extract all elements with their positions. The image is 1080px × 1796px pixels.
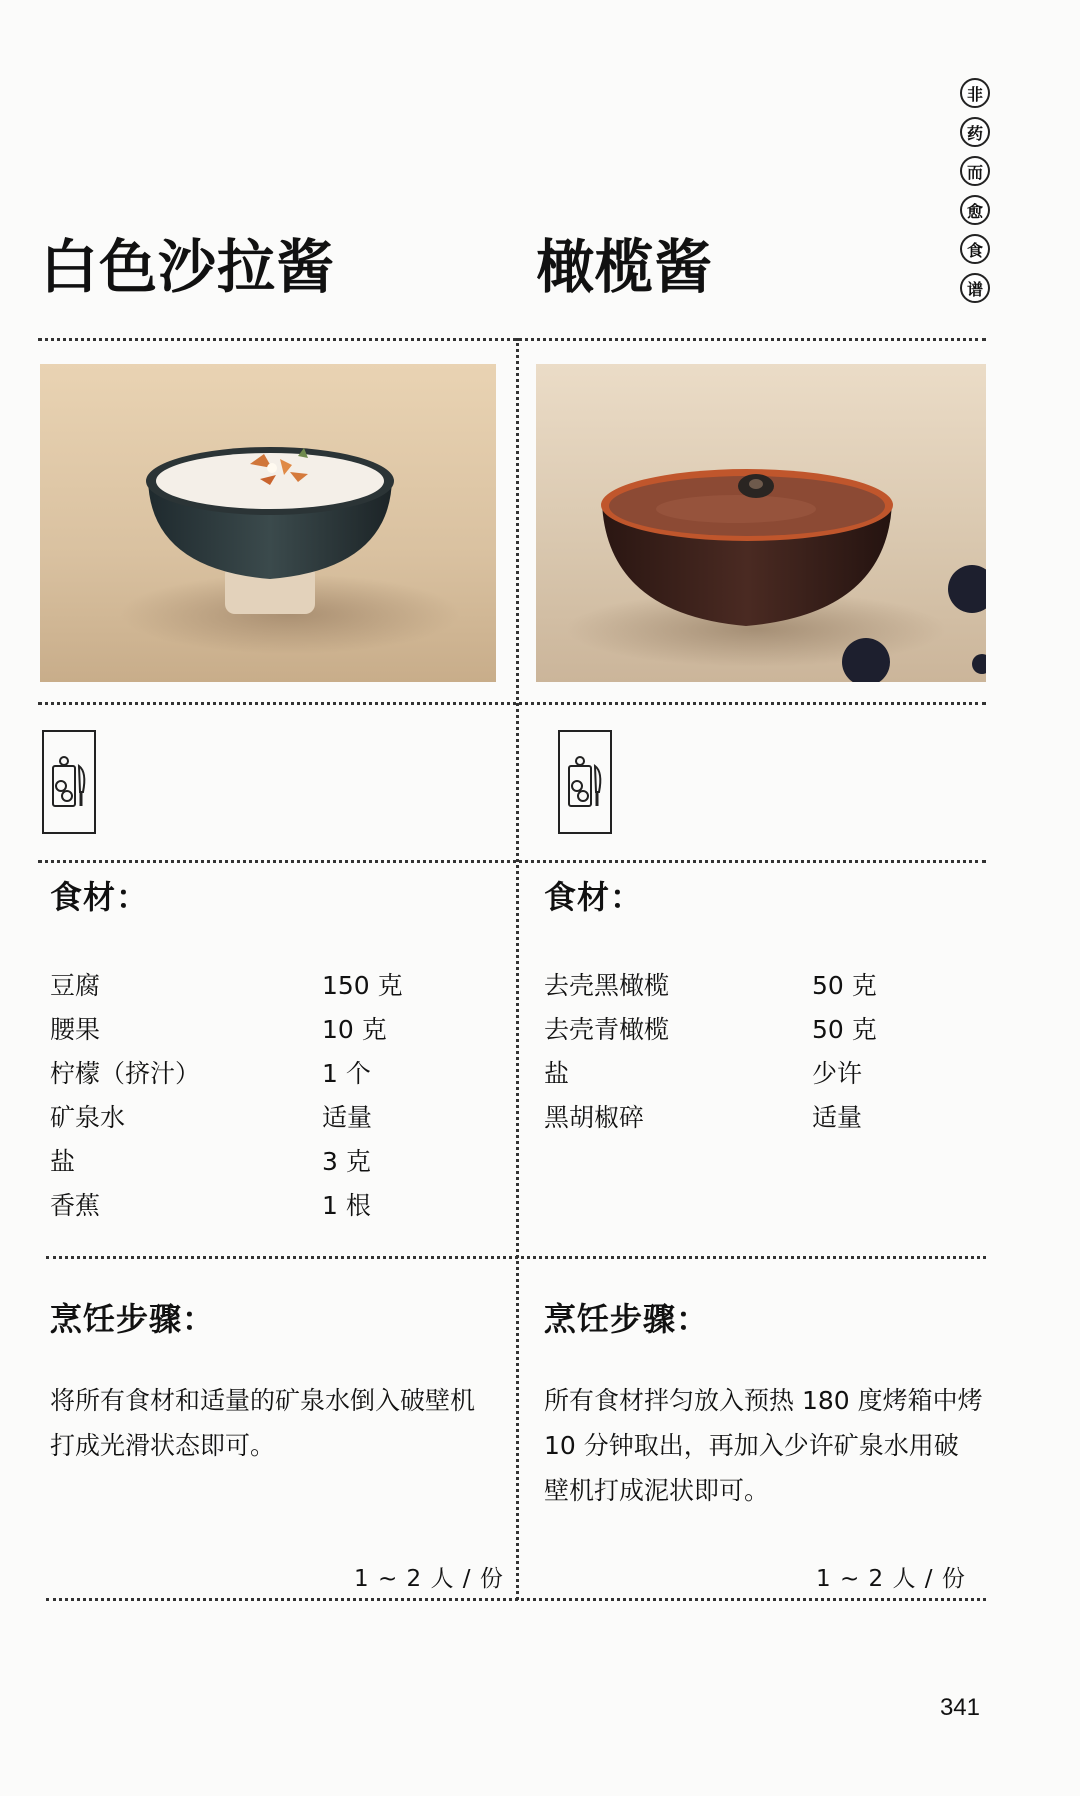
ingredient-name: 腰果 [50, 1015, 101, 1044]
ingredient-name: 豆腐 [50, 971, 101, 1000]
divider [38, 702, 986, 705]
ingredient-amount: 50 克 [812, 971, 877, 1000]
ingredient-row [544, 1096, 877, 1140]
recipe-title-right: 橄榄酱 [536, 233, 714, 301]
steps-text-right [544, 1378, 984, 1513]
column-divider [516, 338, 519, 1600]
divider [38, 860, 986, 863]
steps-heading-left: 烹饪步骤： [50, 1300, 216, 1338]
page-number: 341 [939, 1694, 980, 1721]
ingredient-name: 柠檬（挤汁） [50, 1059, 201, 1088]
steps-line: 所有食材拌匀放入预热 180 度烤箱中烤 [544, 1386, 983, 1415]
ingredient-amount: 3 克 [322, 1147, 371, 1176]
serving-left: 1 ~ 2 人 / 份 [354, 1566, 504, 1592]
ingredient-row [50, 1052, 403, 1096]
ingredient-name: 去壳青橄榄 [544, 1015, 670, 1044]
ingredient-amount: 10 克 [322, 1015, 387, 1044]
ingredient-row [50, 1096, 403, 1140]
steps-line: 壁机打成泥状即可。 [544, 1476, 770, 1505]
side-title-char: 食 [960, 234, 990, 264]
ingredient-row [50, 1008, 403, 1052]
ingredient-row [50, 1184, 403, 1228]
side-title [960, 78, 992, 312]
ingredient-row [544, 1052, 877, 1096]
ingredient-name: 盐 [544, 1059, 570, 1088]
ingredient-amount: 适量 [812, 1103, 863, 1132]
steps-text-left [50, 1378, 500, 1468]
side-title-char: 愈 [960, 195, 990, 225]
ingredients-heading-right: 食材： [544, 878, 644, 916]
steps-line: 打成光滑状态即可。 [50, 1431, 276, 1460]
ingredient-amount: 少许 [812, 1059, 863, 1088]
steps-heading-right: 烹饪步骤： [544, 1300, 710, 1338]
ingredient-row [50, 964, 403, 1008]
ingredient-name: 去壳黑橄榄 [544, 971, 670, 1000]
side-title-char: 非 [960, 78, 990, 108]
ingredient-name: 盐 [50, 1147, 76, 1176]
ingredient-amount: 50 克 [812, 1015, 877, 1044]
side-title-char: 药 [960, 117, 990, 147]
ingredient-row [544, 964, 877, 1008]
ingredient-amount: 150 克 [322, 971, 403, 1000]
side-title-char: 而 [960, 156, 990, 186]
ingredient-name: 香蕉 [50, 1191, 101, 1220]
ingredient-name: 黑胡椒碎 [544, 1103, 645, 1132]
ingredient-amount: 1 个 [322, 1059, 371, 1088]
side-title-char: 谱 [960, 273, 990, 303]
serving-right: 1 ~ 2 人 / 份 [816, 1566, 966, 1592]
recipe-title-left: 白色沙拉酱 [40, 233, 336, 301]
ingredient-name: 矿泉水 [50, 1103, 126, 1132]
white-sauce-photo [40, 364, 496, 682]
ingredients-list-left [50, 964, 403, 1228]
ingredient-amount: 适量 [322, 1103, 373, 1132]
cutting-board-knife-icon [42, 730, 96, 834]
steps-line: 10 分钟取出，再加入少许矿泉水用破 [544, 1431, 959, 1460]
divider [38, 338, 986, 341]
steps-line: 将所有食材和适量的矿泉水倒入破壁机 [50, 1386, 476, 1415]
ingredients-list-right [544, 964, 877, 1140]
cutting-board-knife-icon [558, 730, 612, 834]
ingredient-row [50, 1140, 403, 1184]
ingredient-row [544, 1008, 877, 1052]
ingredients-heading-left: 食材： [50, 878, 150, 916]
olive-sauce-photo [536, 364, 986, 682]
ingredient-amount: 1 根 [322, 1191, 371, 1220]
